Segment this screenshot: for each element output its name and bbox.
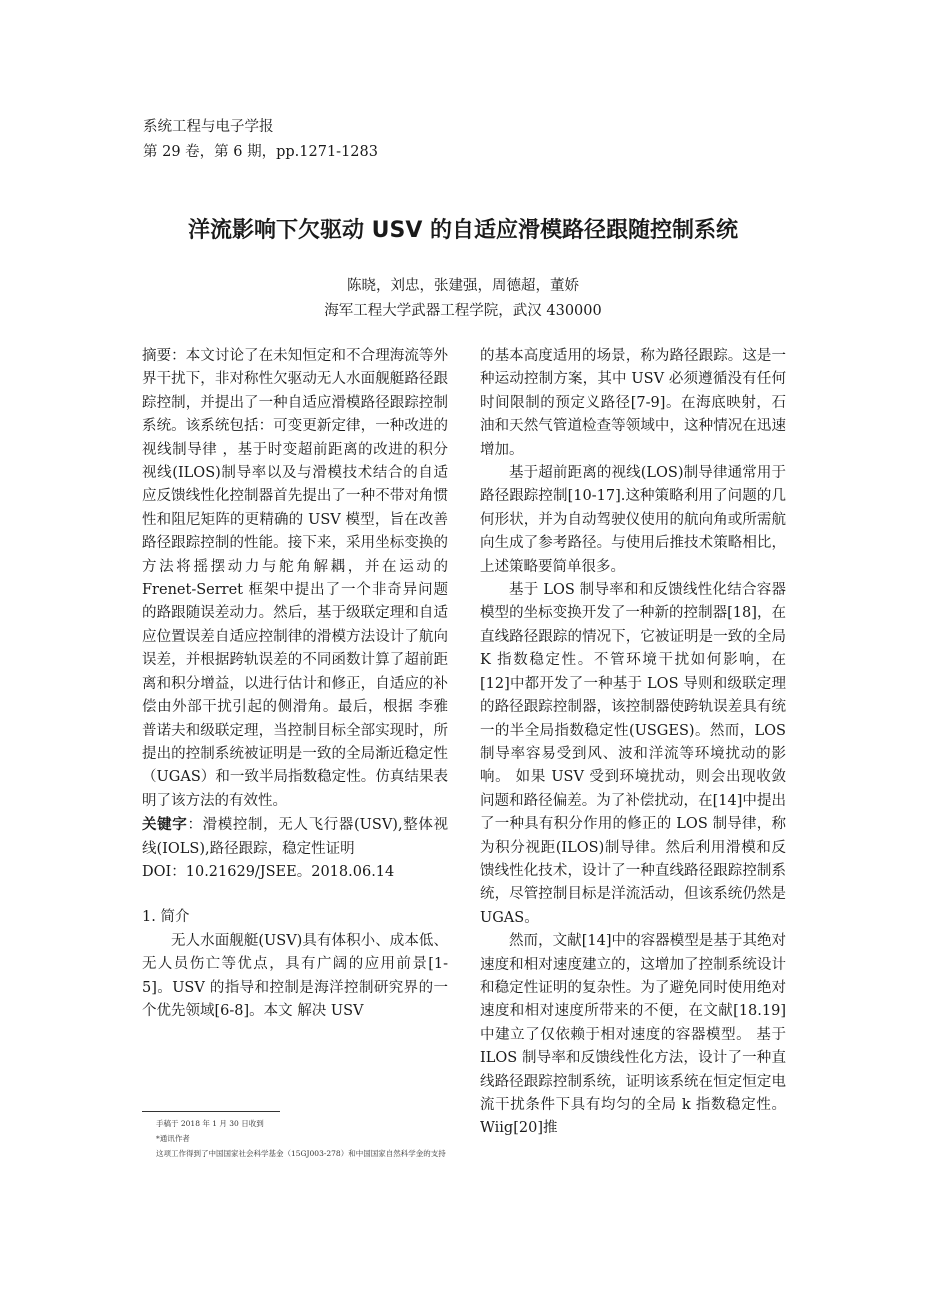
abstract-text: 本文讨论了在未知恒定和不合理海流等外界干扰下，非对称性欠驱动无人水面舰艇路径跟踪控制，并提出了一种自适应滑模路径跟踪控制系统。该系统包括：可变更新定律，一种改进的视线制导律 ，基于时变超前距离的改进的积分视线(ILOS)制导率以及与滑模技术结合的自适应反馈线性化控制器首先提出了一种不带对角惯性和阻尼矩阵的更精确的 USV 模型，旨在改善路径跟踪控制的性能。接下来，采用坐标变换的方法将摇摆动力与舵角解耦，并在运动的 Frenet-Serret 框架中提出了一个非奇异问题的路跟随误差动力。然后，基于级联定理和自适应位置误差自适应控制律的滑模方法设计了航向误差，并根据跨轨误差的不同函数计算了超前距离和积分增益，以进行估计和修正，自适应的补偿由外部干扰引起的侧滑角。最后，根据 李雅普诺夫和级联定理，当控制目标全部实现时，所提出的控制系统被证明是一致的全局渐近稳定性（UGAS）和一致半局指数稳定性。仿真结果表明了该方法的有效性。 xyxy=(142,348,449,809)
affiliation: 海军工程大学武器工程学院，武汉 430000 xyxy=(324,303,602,319)
paragraph: 基于 LOS 制导率和和反馈线性化结合容器模型的坐标变换开发了一种新的控制器[18]，在直线路径跟踪的情况下，它被证明是一致的全局 K 指数稳定性。不管环境干扰如何影响，在[12]中都开发了一种基于 LOS 导则和级联定理的路径跟踪控制器，该控制器使跨轨误差具有统一的半全局指数稳定性(USGES)。然而，LOS 制导率容易受到风、波和洋流等环境扰动的影响。 如果 USV 受到环境扰动，则会出现收敛问题和路径偏差。为了补偿扰动，在[14]中提出了一种具有积分作用的修正的 LOS 制导律，称为积分视距(ILOS)制导律。然后利用滑模和反馈线性化技术，设计了一种直线路径跟踪控制系统，尽管控制目标是洋流活动，但该系统仍然是 UGAS。 xyxy=(480,582,786,926)
abstract-label: 摘要： xyxy=(142,348,186,364)
author-list: 陈晓，刘忠，张建强，周德超，董娇 xyxy=(347,278,579,294)
section-paragraph: 无人水面舰艇(USV)具有体积小、成本低、无人员伤亡等优点，具有广阔的应用前景[1-5]。USV 的指导和控制是海洋控制研究界的一个优先领域[6-8]。本文 解决 USV xyxy=(142,932,448,1019)
footnote-corresponding: *通讯作者 xyxy=(156,1134,190,1143)
footnote-funding: 这项工作得到了中国国家社会科学基金（15GJ003-278）和中国国家自然科学金的支持 xyxy=(156,1149,446,1158)
journal-header xyxy=(143,115,378,165)
footnote-received: 手稿于 2018 年 1 月 30 日收到 xyxy=(156,1119,264,1128)
footnotes xyxy=(142,1116,452,1161)
keywords xyxy=(142,813,448,861)
journal-name: 系统工程与电子学报 xyxy=(143,119,274,135)
right-column xyxy=(480,345,786,1141)
left-column xyxy=(142,345,448,1023)
journal-issue: 第 29 卷，第 6 期，pp.1271-1283 xyxy=(143,144,378,160)
footnote-divider xyxy=(142,1111,280,1112)
keywords-label: 关键字 xyxy=(142,816,188,834)
paragraph: 基于超前距离的视线(LOS)制导律通常用于路径跟踪控制[10-17].这种策略利用了问题的几何形状，并为自动驾驶仪使用的航向角或所需航向生成了参考路径。与使用后推技术策略相比，上述策略要简单很多。 xyxy=(480,465,786,575)
paragraph: 然而，文献[14]中的容器模型是基于其绝对速度和相对速度建立的，这增加了控制系统设计和稳定性证明的复杂性。为了避免同时使用绝对速度和相对速度所带来的不便，在文献[18.19]中建立了仅依赖于相对速度的容器模型。 基于 ILOS 制导率和反馈线性化方法，设计了一种直线路径跟踪控制系统，证明该系统在恒定恒定电流干扰条件下具有均匀的全局 k 指数稳定性。Wiig[20]推 xyxy=(480,933,786,1137)
paragraph: 的基本高度适用的场景，称为路径跟踪。这是一种运动控制方案，其中 USV 必须遵循没有任何时间限制的预定义路径[7-9]。在海底映射，石油和天然气管道检查等领域中，这种情况在迅速增加。 xyxy=(480,348,786,458)
doi: DOI：10.21629/JSEE。2018.06.14 xyxy=(142,863,395,880)
section-heading: 1. 简介 xyxy=(142,909,190,926)
keywords-text: ：滑模控制，无人飞行器(USV),整体视线(IOLS),路径跟踪，稳定性证明 xyxy=(142,817,449,857)
abstract xyxy=(142,345,448,813)
author-block xyxy=(0,274,926,324)
paper-title: 洋流影响下欠驱动 USV 的自适应滑模路径跟随控制系统 xyxy=(187,218,739,243)
